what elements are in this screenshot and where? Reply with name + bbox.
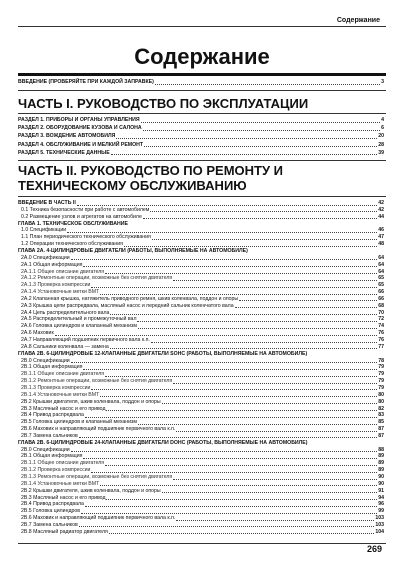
toc-entry-label: 1.1 План периодического технического обслуживания	[21, 234, 151, 241]
page-number: 269	[366, 544, 382, 554]
page-title: Содержание	[134, 44, 270, 69]
toc-entry-page: 65	[378, 282, 384, 289]
toc-entry-label: ВВЕДЕНИЕ (ПРОВЕРЯЙТЕ ПРИ КАЖДОЙ ЗАПРАВКЕ)	[18, 79, 154, 85]
part1-heading: ЧАСТЬ I. РУКОВОДСТВО ПО ЭКСПЛУАТАЦИИ	[18, 96, 309, 111]
toc-entry-page: 89	[378, 460, 384, 467]
section-rule	[18, 90, 386, 91]
toc-entry-label: 0.1 Техника безопасности при работе с автомобилем	[21, 206, 150, 213]
toc-entry-page: 66	[378, 295, 384, 302]
toc-entry-label: 2А.0 Спецификации	[21, 254, 70, 261]
toc-entry[interactable]	[18, 124, 384, 132]
running-header: Содержание	[336, 17, 380, 24]
part2-heading	[18, 163, 283, 193]
toc-entry-label: 2В.2 Крышки двигателя, шкив коленвала, поддон и опоры	[21, 487, 161, 494]
toc-entry-page: 85	[378, 419, 384, 426]
toc-entry-label: 2А.7 Направляющий подшипник первичного вала к.п.	[21, 337, 150, 343]
toc-entry-label: 2В.1.3 Ремонтные операции, возможные без снятия двигателя	[21, 474, 173, 480]
toc-entry-label: ГЛАВА 2В. 6-ЦИЛИНДРОВЫЕ 24-КЛАПАННЫЕ ДВИГАТЕЛИ DOHC (РАБОТЫ, ВЫПОЛНЯЕМЫЕ НА АВТОМОБИЛЕ)	[18, 439, 308, 446]
toc-entry[interactable]	[18, 528, 384, 536]
toc-entry-label: 2B.1.2 Ремонтные операции, возможные без снятия двигателя	[21, 378, 173, 385]
toc-entry-label: 2В.6 Маховик и направляющий подшипник первичного вала к.п.	[21, 515, 176, 522]
toc-entry-page: 47	[378, 234, 384, 241]
toc-entry-label: РАЗДЕЛ 1. ПРИБОРЫ И ОРГАНЫ УПРАВЛЕНИЯ	[18, 117, 140, 123]
toc-entry-page: 83	[378, 412, 384, 419]
toc-entry-page: 64	[378, 261, 384, 268]
toc-entry-page: 65	[378, 275, 384, 282]
toc-entry-label: 0.2 Размещение узлов и агрегатов на автомобиле	[21, 213, 142, 220]
toc-entry-label: 2В.3 Масляный насос и его привод	[21, 494, 106, 501]
toc-entry-page: 82	[378, 405, 384, 412]
toc-entry-label: 2А.1.1 Общее описание двигателя	[21, 268, 105, 275]
toc-entry-label: 2В.7 Замена сальников	[21, 521, 78, 528]
toc-entry-label: 2А.5 Распределительный и промежуточный вал	[21, 316, 137, 323]
toc-entry-intro[interactable]	[18, 78, 384, 86]
toc-entry-page: 88	[378, 446, 384, 453]
toc-entry-page: 6	[381, 125, 384, 132]
dot-leader	[141, 121, 381, 123]
toc-entry-label: 2В.1 Общая информация	[21, 453, 83, 460]
toc-entry-label: 2А.1.2 Ремонтные операции, возможные без снятия двигателя	[21, 275, 173, 282]
toc-entry-page: 72	[378, 316, 384, 323]
toc-entry-page: 66	[378, 289, 384, 296]
toc-entry-label: 2В.4 Привод распредвала	[21, 501, 84, 508]
toc-entry-page: 20	[378, 133, 384, 140]
toc-entry-page: 89	[378, 467, 384, 474]
toc-entry-label: 2А.1.4 Установочные метки ВМТ	[21, 289, 100, 296]
toc-entry-page: 42	[378, 200, 384, 206]
toc-entry-page: 77	[378, 343, 384, 350]
toc-entry-label: 2А.6 Головка цилиндров и клапанный механизм	[21, 323, 137, 330]
toc-entry-page: 79	[378, 371, 384, 378]
dot-leader	[144, 145, 377, 147]
toc-entry-page: 46	[378, 227, 384, 234]
dot-leader	[155, 83, 380, 85]
toc-entry-page: 90	[378, 480, 384, 487]
toc-entry-page: 91	[378, 487, 384, 494]
dot-leader	[109, 532, 375, 534]
toc-entry-page: 68	[378, 302, 384, 309]
toc-entry-page: 48	[378, 241, 384, 248]
toc-entry-label: 2А.4 Цепь распределительного вала	[21, 309, 110, 316]
toc-entry-page: 87	[378, 426, 384, 433]
toc-entry-label: 2B.1 Общая информация	[21, 364, 83, 371]
toc-entry-label: ГЛАВА 2А. 4-ЦИЛИНДРОВЫЕ ДВИГАТЕЛИ (РАБОТЫ, ВЫПОЛНЯЕМЫЕ НА АВТОМОБИЛЕ)	[18, 247, 248, 254]
dot-leader	[111, 153, 378, 155]
toc-entry-page: 80	[378, 398, 384, 405]
toc-entry-label: 2А.1 Общая информация	[21, 261, 83, 268]
toc-entry-label: ГЛАВА 2B. 6-ЦИЛИНДРОВЫЕ 12-КЛАПАННЫЕ ДВИГАТЕЛИ SOHC (РАБОТЫ, ВЫПОЛНЯЕМЫЕ НА АВТОМОБИЛЕ)	[18, 350, 308, 357]
part2-heading-line1: ЧАСТЬ II. РУКОВОДСТВО ПО РЕМОНТУ И	[18, 163, 284, 178]
toc-entry-page: 103	[375, 515, 384, 522]
toc-entry-label: РАЗДЕЛ 3. ВОЖДЕНИЕ АВТОМОБИЛЯ	[18, 133, 116, 140]
toc-entry-page: 44	[378, 213, 384, 220]
toc-entry-page: 76	[378, 330, 384, 337]
dot-leader	[143, 129, 380, 131]
toc-entry-page: 94	[378, 494, 384, 501]
toc-entry-label: ГЛАВА 1. ТЕХНИЧЕСКОЕ ОБСЛУЖИВАНИЕ	[18, 220, 128, 227]
toc-entry-page: 64	[378, 268, 384, 275]
toc-entry-label: 2B.3 Масляный насос и его привод	[21, 405, 106, 412]
toc-entry-page: 89	[378, 453, 384, 460]
toc-entry-label: РАЗДЕЛ 4. ОБСЛУЖИВАНИЕ И МЕЛКИЙ РЕМОНТ	[18, 141, 144, 148]
toc-entry-label: 2А.6 Маховик	[21, 330, 54, 337]
toc-entry-label: 2B.1.4 Установочные метки ВМТ	[21, 391, 100, 398]
toc-entry-label: 2В.0 Спецификации	[21, 446, 70, 453]
toc-entry-page: 99	[378, 508, 384, 515]
toc-entry-page: 90	[378, 474, 384, 480]
toc-entry-label: 2B.5 Головка цилиндров и клапанный механизм	[21, 419, 137, 426]
toc-entry-label: 2В.8 Масляный радиатор двигателя	[21, 528, 108, 535]
toc-entry-label: 2В.1.2 Проверка компрессии	[21, 467, 91, 474]
toc-entry-page: 103	[375, 521, 384, 528]
toc-entry[interactable]	[18, 116, 384, 124]
toc-entry-label: 2B.6 Маховик и направляющий подшипник первичного вала к.п.	[21, 426, 176, 433]
toc-entry-page: 104	[375, 528, 384, 535]
toc-entry-label: 2А.2 Клапанная крышка, натяжитель приводного ремня, шкив коленвала, поддон и опоры	[21, 295, 239, 302]
toc-entry-label: 2А.3 Крышка цепи распредвала, масляный насос и передний сальник коленчатого вала	[21, 302, 234, 309]
toc-entry-page: 74	[378, 323, 384, 330]
toc-entry[interactable]	[18, 141, 384, 149]
toc-entry-label: 2А.1.3 Проверка компрессии	[21, 282, 91, 289]
toc-entry-page: 76	[378, 337, 384, 343]
toc-entry-page: 79	[378, 364, 384, 371]
toc-entry-page: 3	[381, 79, 384, 85]
toc-entry-page: 78	[378, 357, 384, 364]
title-rule	[18, 73, 386, 76]
toc-entry-label: 2B.2 Крышки двигателя, шкив коленвала, поддон и опоры	[21, 398, 161, 405]
toc-entry-page: 87	[378, 432, 384, 439]
toc-entry-label: 2B.1.1 Общее описание двигателя	[21, 371, 105, 378]
toc-entry-label: 2B.4 Привод распредвала	[21, 412, 84, 419]
toc-entry-label: 2А.8 Сальники коленвала — замена	[21, 343, 109, 350]
toc-entry-page: 39	[378, 149, 384, 156]
toc-entry-label: РАЗДЕЛ 5. ТЕХНИЧЕСКИЕ ДАННЫЕ	[18, 149, 110, 156]
toc-entry-label: 1.2 Операции технического обслуживания	[21, 241, 123, 248]
toc-entry-page: 70	[378, 309, 384, 316]
section-rule	[18, 160, 386, 161]
toc-entry-page: 64	[378, 254, 384, 261]
toc-entry-label: РАЗДЕЛ 2. ОБОРУДОВАНИЕ КУЗОВА И САЛОНА	[18, 125, 142, 132]
toc-entry-page: 80	[378, 391, 384, 398]
toc-entry-page: 79	[378, 378, 384, 385]
toc-entry[interactable]	[18, 132, 384, 140]
toc-entry-label: 2B.0 Спецификации	[21, 357, 70, 364]
toc-entry-label: 2B.7 Замена сальников	[21, 432, 78, 439]
toc-entry-page: 28	[378, 141, 384, 148]
part2-heading-line2: ТЕХНИЧЕСКОМУ ОБСЛУЖИВАНИЮ	[18, 178, 247, 193]
toc-entry-label: 2В.1.4 Установочные метки ВМТ	[21, 480, 100, 487]
toc-entry-page: 96	[378, 501, 384, 508]
toc-entry-page: 4	[381, 117, 384, 123]
toc-entry-label: 2В.5 Головка цилиндров	[21, 508, 80, 515]
toc-entry-label: 2B.1.3 Проверка компрессии	[21, 384, 91, 391]
toc-entry-page: 42	[378, 206, 384, 213]
toc-entry-label: 1.0 Спецификации	[21, 227, 67, 234]
toc-entry[interactable]	[18, 149, 384, 157]
dot-leader	[116, 137, 377, 139]
toc-entry-label: 2В.1.1 Общее описание двигателя	[21, 460, 105, 467]
section-rule	[18, 196, 386, 197]
header-rule	[18, 26, 386, 27]
section-rule	[18, 113, 386, 114]
toc-entry-page: 79	[378, 384, 384, 391]
footer-rule	[18, 543, 386, 544]
toc-entry-label: ВВЕДЕНИЕ В ЧАСТЬ II	[18, 200, 76, 206]
